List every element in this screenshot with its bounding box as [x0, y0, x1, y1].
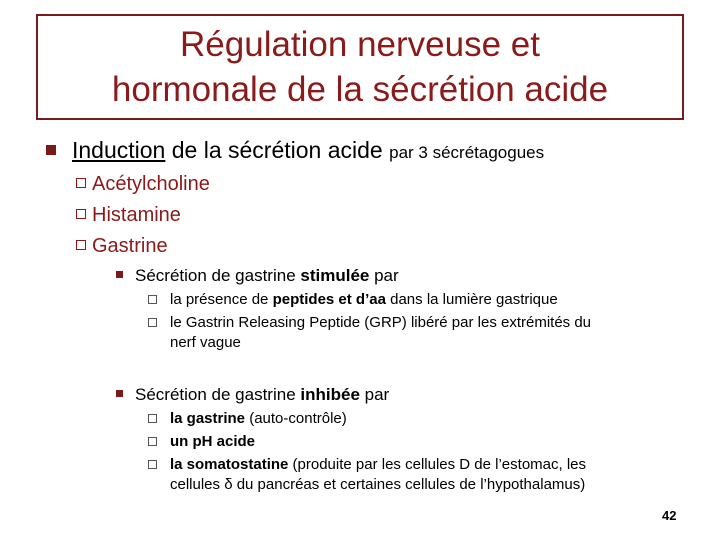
inhibited-suffix: par	[359, 385, 390, 404]
item-bold: la somatostatine	[170, 456, 289, 473]
item-bold: la gastrine	[170, 410, 246, 427]
main-bullet-small: par 3 sécrétagogues	[389, 143, 545, 162]
square-bullet-icon	[46, 145, 56, 155]
main-bullet-text: de la sécrétion acide	[165, 137, 390, 163]
item-text: dans la lumière gastrique	[385, 291, 558, 308]
title-line-1: Régulation nerveuse et	[180, 25, 540, 64]
checkbox-bullet-icon	[148, 414, 157, 423]
stimulated-item	[148, 290, 558, 310]
inhibited-item	[148, 455, 586, 495]
checkbox-bullet-icon	[148, 318, 157, 327]
inhibited-bold: inhibée	[300, 385, 360, 404]
stimulated-bold: stimulée	[300, 266, 370, 285]
secretagogue-item	[76, 233, 168, 259]
checkbox-bullet-icon	[148, 295, 157, 304]
checkbox-bullet-icon	[148, 437, 157, 446]
item-text: (auto-contrôle)	[245, 410, 347, 427]
slide-title	[36, 22, 684, 112]
item-bold: un pH acide	[170, 433, 256, 450]
item-bold: peptides et d’aa	[272, 291, 386, 308]
stimulated-heading	[116, 265, 399, 287]
checkbox-bullet-icon	[76, 240, 86, 250]
stimulated-suffix: par	[369, 266, 399, 285]
secretagogue-item	[76, 202, 181, 228]
stimulated-item	[148, 313, 591, 353]
checkbox-bullet-icon	[76, 209, 86, 219]
item-text: cellules δ du pancréas et certaines cellules de l’hypothalamus)	[170, 476, 586, 493]
main-bullet	[46, 135, 544, 168]
square-bullet-icon	[116, 390, 123, 397]
page-number: 42	[662, 508, 677, 523]
inhibited-prefix: Sécrétion de gastrine	[135, 385, 301, 404]
item-text: (produite par les cellules D de l’estomac, les	[288, 456, 587, 473]
secretagogue-label: Acétylcholine	[92, 173, 210, 195]
secretagogue-label: Histamine	[92, 204, 181, 226]
item-text: la présence de	[170, 291, 273, 308]
main-bullet-underlined: Induction	[72, 137, 166, 163]
item-text: nerf vague	[170, 334, 241, 351]
secretagogue-item	[76, 171, 210, 197]
item-text: le Gastrin Releasing Peptide (GRP) libéré par les extrémités du	[170, 314, 592, 331]
title-line-2: hormonale de la sécrétion acide	[111, 70, 609, 109]
inhibited-item	[148, 432, 255, 452]
inhibited-heading	[116, 384, 389, 406]
checkbox-bullet-icon	[148, 460, 157, 469]
inhibited-item	[148, 409, 347, 429]
stimulated-prefix: Sécrétion de gastrine	[135, 266, 301, 285]
checkbox-bullet-icon	[76, 178, 86, 188]
secretagogue-label: Gastrine	[92, 235, 168, 257]
square-bullet-icon	[116, 271, 123, 278]
